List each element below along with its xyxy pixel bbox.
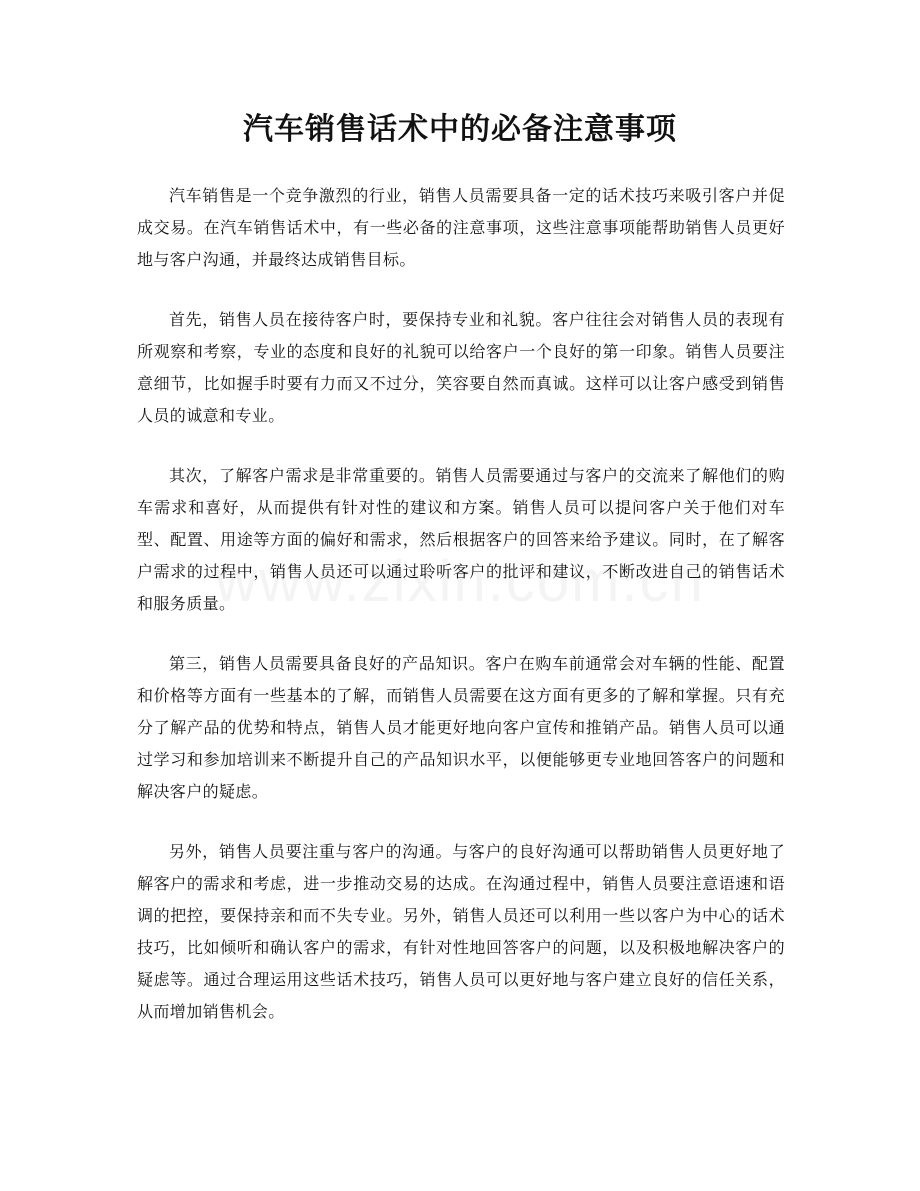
document-title: 汽车销售话术中的必备注意事项 xyxy=(243,112,677,147)
paragraph-2: 首先，销售人员在接待客户时，要保持专业和礼貌。客户往往会对销售人员的表现有所观察和考察，专业的态度和良好的礼貌可以给客户一个良好的第一印象。销售人员要注意细节，比如握手时要有力而又不过分，笑容要自然而真诚。这样可以让客户感受到销售人员的诚意和专业。 xyxy=(137,310,785,425)
paragraph-3: 其次，了解客户需求是非常重要的。销售人员需要通过与客户的交流来了解他们的购车需求和喜好，从而提供有针对性的建议和方案。销售人员可以提问客户关于他们对车型、配置、用途等方面的偏好和需求，然后根据客户的回答来给予建议。同时，在了解客户需求的过程中，销售人员还可以通过聆听客户的批评和建议，不断改进自己的销售话术和服务质量。 xyxy=(137,466,785,613)
paragraph-5: 另外，销售人员要注重与客户的沟通。与客户的良好沟通可以帮助销售人员更好地了解客户的需求和考虑，进一步推动交易的达成。在沟通过程中，销售人员要注意语速和语调的把控，要保持亲和而不失专业。另外，销售人员还可以利用一些以客户为中心的话术技巧，比如倾听和确认客户的需求，有针对性地回答客户的问题，以及积极地解决客户的疑虑等。通过合理运用这些话术技巧，销售人员可以更好地与客户建立良好的信任关系，从而增加销售机会。 xyxy=(137,842,785,1021)
paragraph-1: 汽车销售是一个竞争激烈的行业，销售人员需要具备一定的话术技巧来吸引客户并促成交易。在汽车销售话术中，有一些必备的注意事项，这些注意事项能帮助销售人员更好地与客户沟通，并最终达成销售目标。 xyxy=(137,186,785,269)
paragraph-4: 第三，销售人员需要具备良好的产品知识。客户在购车前通常会对车辆的性能、配置和价格等方面有一些基本的了解，而销售人员需要在这方面有更多的了解和掌握。只有充分了解产品的优势和特点，销售人员才能更好地向客户宣传和推销产品。销售人员可以通过学习和参加培训来不断提升自己的产品知识水平，以便能够更专业地回答客户的问题和解决客户的疑虑。 xyxy=(137,654,785,801)
document-body xyxy=(137,180,785,1056)
